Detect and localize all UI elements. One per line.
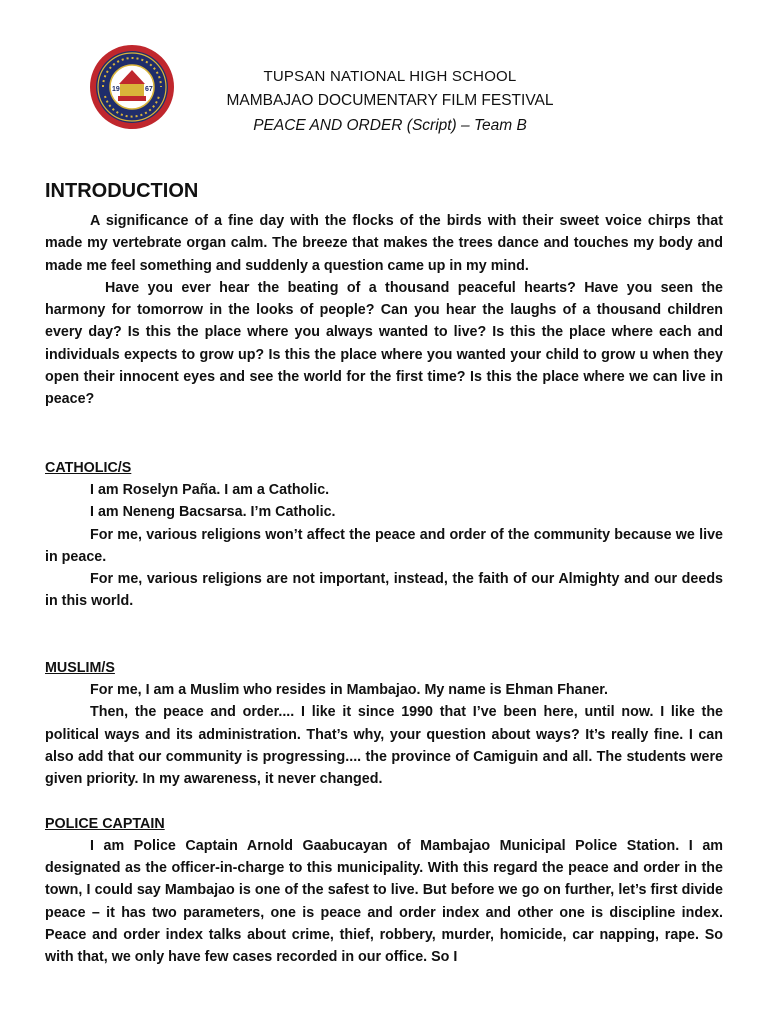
festival-name: MAMBAJAO DOCUMENTARY FILM FESTIVAL xyxy=(226,92,554,109)
muslim-paragraph-2: Then, the peace and order.... I like it since 1990 that I’ve been here, until now. I like the political ways and its administration. That’s why, your question about ways? It’s really fine. I can also add that our community is progressing.... the province of Camiguin and all. The students were given priority. In my awareness, it never changed. xyxy=(45,704,723,788)
script-title: PEACE AND ORDER (Script) – Team B xyxy=(253,117,527,134)
school-seal-logo xyxy=(89,44,175,130)
introduction-heading: INTRODUCTION xyxy=(45,180,199,202)
svg-text:19: 19 xyxy=(112,86,120,93)
muslim-line-1: For me, I am a Muslim who resides in Mambajao. My name is Ehman Fhaner. xyxy=(90,682,609,699)
catholic-line-1: I am Roselyn Paña. I am a Catholic. xyxy=(90,481,330,498)
script-body xyxy=(45,210,723,969)
police-paragraph-1: I am Police Captain Arnold Gaabucayan of Mambajao Municipal Police Station. I am designated as the officer-in-charge to this municipality. With this regard the peace and order in the town, I could say Mambajao is one of the safest to live. But before we go on further, let’s first divide peace – it has two parameters, one is peace and order index and other one is discipline index. Peace and order index talks about crime, thief, robbery, murder, homicide, car napping, rape. So with that, we only have few cases recorded in our office. So I xyxy=(45,837,723,966)
introduction-paragraph-1: A significance of a fine day with the flocks of the birds with their sweet voice chirps that made my vertebrate organ calm. The breeze that makes the trees dance and touches my body and made me feel something and suddenly a question came up in my mind. xyxy=(45,213,723,274)
school-name: TUPSAN NATIONAL HIGH SCHOOL xyxy=(263,68,517,85)
svg-text:67: 67 xyxy=(145,86,153,93)
catholic-line-2: I am Neneng Bacsarsa. I’m Catholic. xyxy=(90,504,336,521)
police-heading: POLICE CAPTAIN xyxy=(45,815,165,832)
muslim-heading: MUSLIM/S xyxy=(45,659,115,676)
catholic-heading: CATHOLIC/S xyxy=(45,459,132,476)
catholic-paragraph-4: For me, various religions are not important, instead, the faith of our Almighty and our deeds in this world. xyxy=(45,571,723,610)
catholic-paragraph-3: For me, various religions won’t affect the peace and order of the community because we live in peace. xyxy=(45,526,723,565)
introduction-paragraph-2: Have you ever hear the beating of a thousand peaceful hearts? Have you seen the harmony for tomorrow in the looks of people? Can you hear the laughs of a thousand children every day? Is this the place where you always wanted to live? Is this the place where each and individuals expects to grow up? Is this the place where you wanted your child to grow u when they open their innocent eyes and see the world for the first time? Is this the place where we can live in peace? xyxy=(45,279,723,408)
